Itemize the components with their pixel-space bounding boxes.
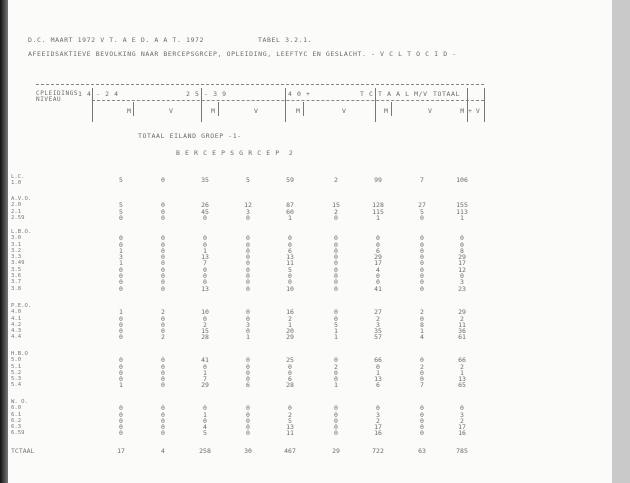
total-label: TCTAAL <box>11 447 35 455</box>
document-page <box>8 0 612 483</box>
section-line2: B E R C E P S G R C E P 2 <box>176 149 294 157</box>
value-column-mv: 66 2 1 13 65 <box>458 356 466 390</box>
value-column-v: 0 0 0 0 0 0 0 0 0 <box>334 234 338 293</box>
value-column-m: 35 <box>201 176 209 184</box>
scan-right-edge <box>612 0 630 483</box>
value-column-v: 0 2 0 0 7 <box>420 356 424 390</box>
value-column-v: 0 0 0 0 0 <box>420 404 424 438</box>
age-group-header: 1 4 - 2 4 <box>78 90 119 98</box>
value-column-v: 0 0 0 0 6 <box>246 356 250 390</box>
sex-subheader: V <box>342 107 346 115</box>
education-level-labels: P.E.O. 4.0 4.1 4.2 4.3 4.4 <box>11 303 32 341</box>
value-column-v: 0 0 3 0 1 <box>246 308 250 342</box>
sex-subheader: M <box>296 107 300 115</box>
total-value: 17 <box>117 447 125 455</box>
value-column-m: 87 60 1 <box>286 201 294 222</box>
value-column-m: 128 115 1 <box>372 201 384 222</box>
sex-subheader: V <box>428 107 432 115</box>
education-level-labels: L.B.O. 3.0 3.1 3.2 3.3 3.49 3.5 3.6 3.7 3.8 <box>11 229 32 292</box>
value-column-m: 66 0 1 13 6 <box>374 356 382 390</box>
value-column-v: 15 2 0 <box>332 201 340 222</box>
value-column-v: 0 0 5 1 1 <box>334 308 338 342</box>
education-level-labels: L.C. 1.0 <box>11 174 25 187</box>
sex-subheader: M <box>211 107 215 115</box>
value-column-v: 0 0 0 0 0 0 0 0 0 <box>246 234 250 293</box>
row-header-line1: CPLEIDINGS <box>36 90 79 97</box>
total-value: 722 <box>372 447 384 455</box>
value-column-m: 0 0 6 13 11 5 0 0 10 <box>286 234 294 293</box>
value-column-m: 25 0 0 6 28 <box>286 356 294 390</box>
table-title: AFEEIDSAKTIEVE BEVOLKING NAAR BERCEPSGRCEP, OPLEIDING, LEEFTYC EN GESLACHT. - V C L T O C I D - <box>28 50 457 58</box>
value-column-v: 12 3 0 <box>244 201 252 222</box>
value-column-m: 10 0 2 15 28 <box>201 308 209 342</box>
value-column-mv: 106 <box>456 176 468 184</box>
value-column-m: 0 0 1 13 7 0 0 0 13 <box>201 234 209 293</box>
column-header <box>36 84 484 124</box>
value-column-m: 5 5 0 <box>119 201 123 222</box>
value-column-v: 2 0 0 0 2 <box>161 308 165 342</box>
value-column-v: 7 <box>420 176 424 184</box>
age-group-header: 4 0 + <box>288 90 311 98</box>
value-column-v: 0 2 0 0 1 <box>334 356 338 390</box>
column-divider <box>285 88 286 122</box>
value-column-m: 27 2 3 35 57 <box>374 308 382 342</box>
value-column-m: 59 <box>286 176 294 184</box>
value-column-mv: 155 113 1 <box>456 201 468 222</box>
education-level-labels: W. O. 6.0 6.1 6.2 6.3 6.59 <box>11 399 28 437</box>
value-column-m: 0 0 1 3 1 0 0 0 0 <box>119 234 123 293</box>
total-value: 785 <box>456 447 468 455</box>
value-column-v: 0 0 0 0 0 <box>161 404 165 438</box>
sex-subheader: V <box>169 107 173 115</box>
value-column-v: 0 0 0 <box>161 201 165 222</box>
value-column-v: 5 <box>246 176 250 184</box>
total-value: 29 <box>332 447 340 455</box>
value-column-mv: 29 2 11 36 61 <box>458 308 466 342</box>
value-column-m: 0 3 2 17 16 <box>374 404 382 438</box>
value-column-m: 1 0 0 0 0 <box>119 308 123 342</box>
value-column-v: 0 0 0 0 0 <box>161 356 165 390</box>
value-column-m: 0 2 5 13 11 <box>286 404 294 438</box>
total-value: 30 <box>244 447 252 455</box>
value-column-v: 0 0 0 0 0 0 0 0 0 <box>420 234 424 293</box>
total-value: 258 <box>199 447 211 455</box>
value-column-v: 0 0 0 0 0 <box>334 404 338 438</box>
value-column-v: 2 <box>334 176 338 184</box>
value-column-m: 99 <box>374 176 382 184</box>
value-column-m: 41 0 1 7 29 <box>201 356 209 390</box>
value-column-v: 0 0 0 0 0 0 0 0 0 <box>161 234 165 293</box>
value-column-m: 26 45 0 <box>201 201 209 222</box>
scan-binding-shadow <box>0 0 8 483</box>
table-id: TABEL 3.2.1. <box>258 36 313 44</box>
value-column-v: 27 5 0 <box>418 201 426 222</box>
value-column-m: 5 <box>119 176 123 184</box>
education-level-labels: A.V.O. 2.0 2.1 2.59 <box>11 196 32 221</box>
total-value: 63 <box>418 447 426 455</box>
value-column-v: 0 0 0 0 0 <box>246 404 250 438</box>
sex-subheader: M <box>127 107 131 115</box>
value-column-m: 0 1 0 4 5 <box>203 404 207 438</box>
value-column-m: 0 0 0 0 1 <box>119 356 123 390</box>
column-divider <box>484 88 485 122</box>
age-group-header: TOTAAL <box>433 90 461 98</box>
value-column-mv: 0 3 2 17 16 <box>458 404 466 438</box>
sex-subheader: V <box>254 107 258 115</box>
value-column-m: 16 2 1 20 29 <box>286 308 294 342</box>
value-column-v: 0 <box>161 176 165 184</box>
age-group-header: 2 5 - 3 9 <box>186 90 227 98</box>
value-column-mv: 0 0 8 29 17 12 0 3 23 <box>458 234 466 293</box>
total-value: 467 <box>284 447 296 455</box>
sex-subheader: M <box>384 107 388 115</box>
education-level-labels: H.B.O 5.0 5.1 5.2 5.3 5.4 <box>11 351 28 389</box>
value-column-m: 0 0 6 29 17 4 0 0 41 <box>374 234 382 293</box>
source-line: D.C. MAART 1972 V T. A E D. A A T. 1972 <box>28 36 205 44</box>
row-header-line2: NIVEAU <box>36 96 62 103</box>
age-group-header: T C T A A L M/V <box>360 90 428 98</box>
sex-subheader: M + V <box>460 107 480 115</box>
section-line1: TOTAAL EILAND GROEP -1- <box>138 132 242 140</box>
total-value: 4 <box>161 447 165 455</box>
value-column-m: 0 0 0 0 0 <box>119 404 123 438</box>
value-column-v: 2 0 8 1 4 <box>420 308 424 342</box>
column-divider <box>467 88 468 122</box>
